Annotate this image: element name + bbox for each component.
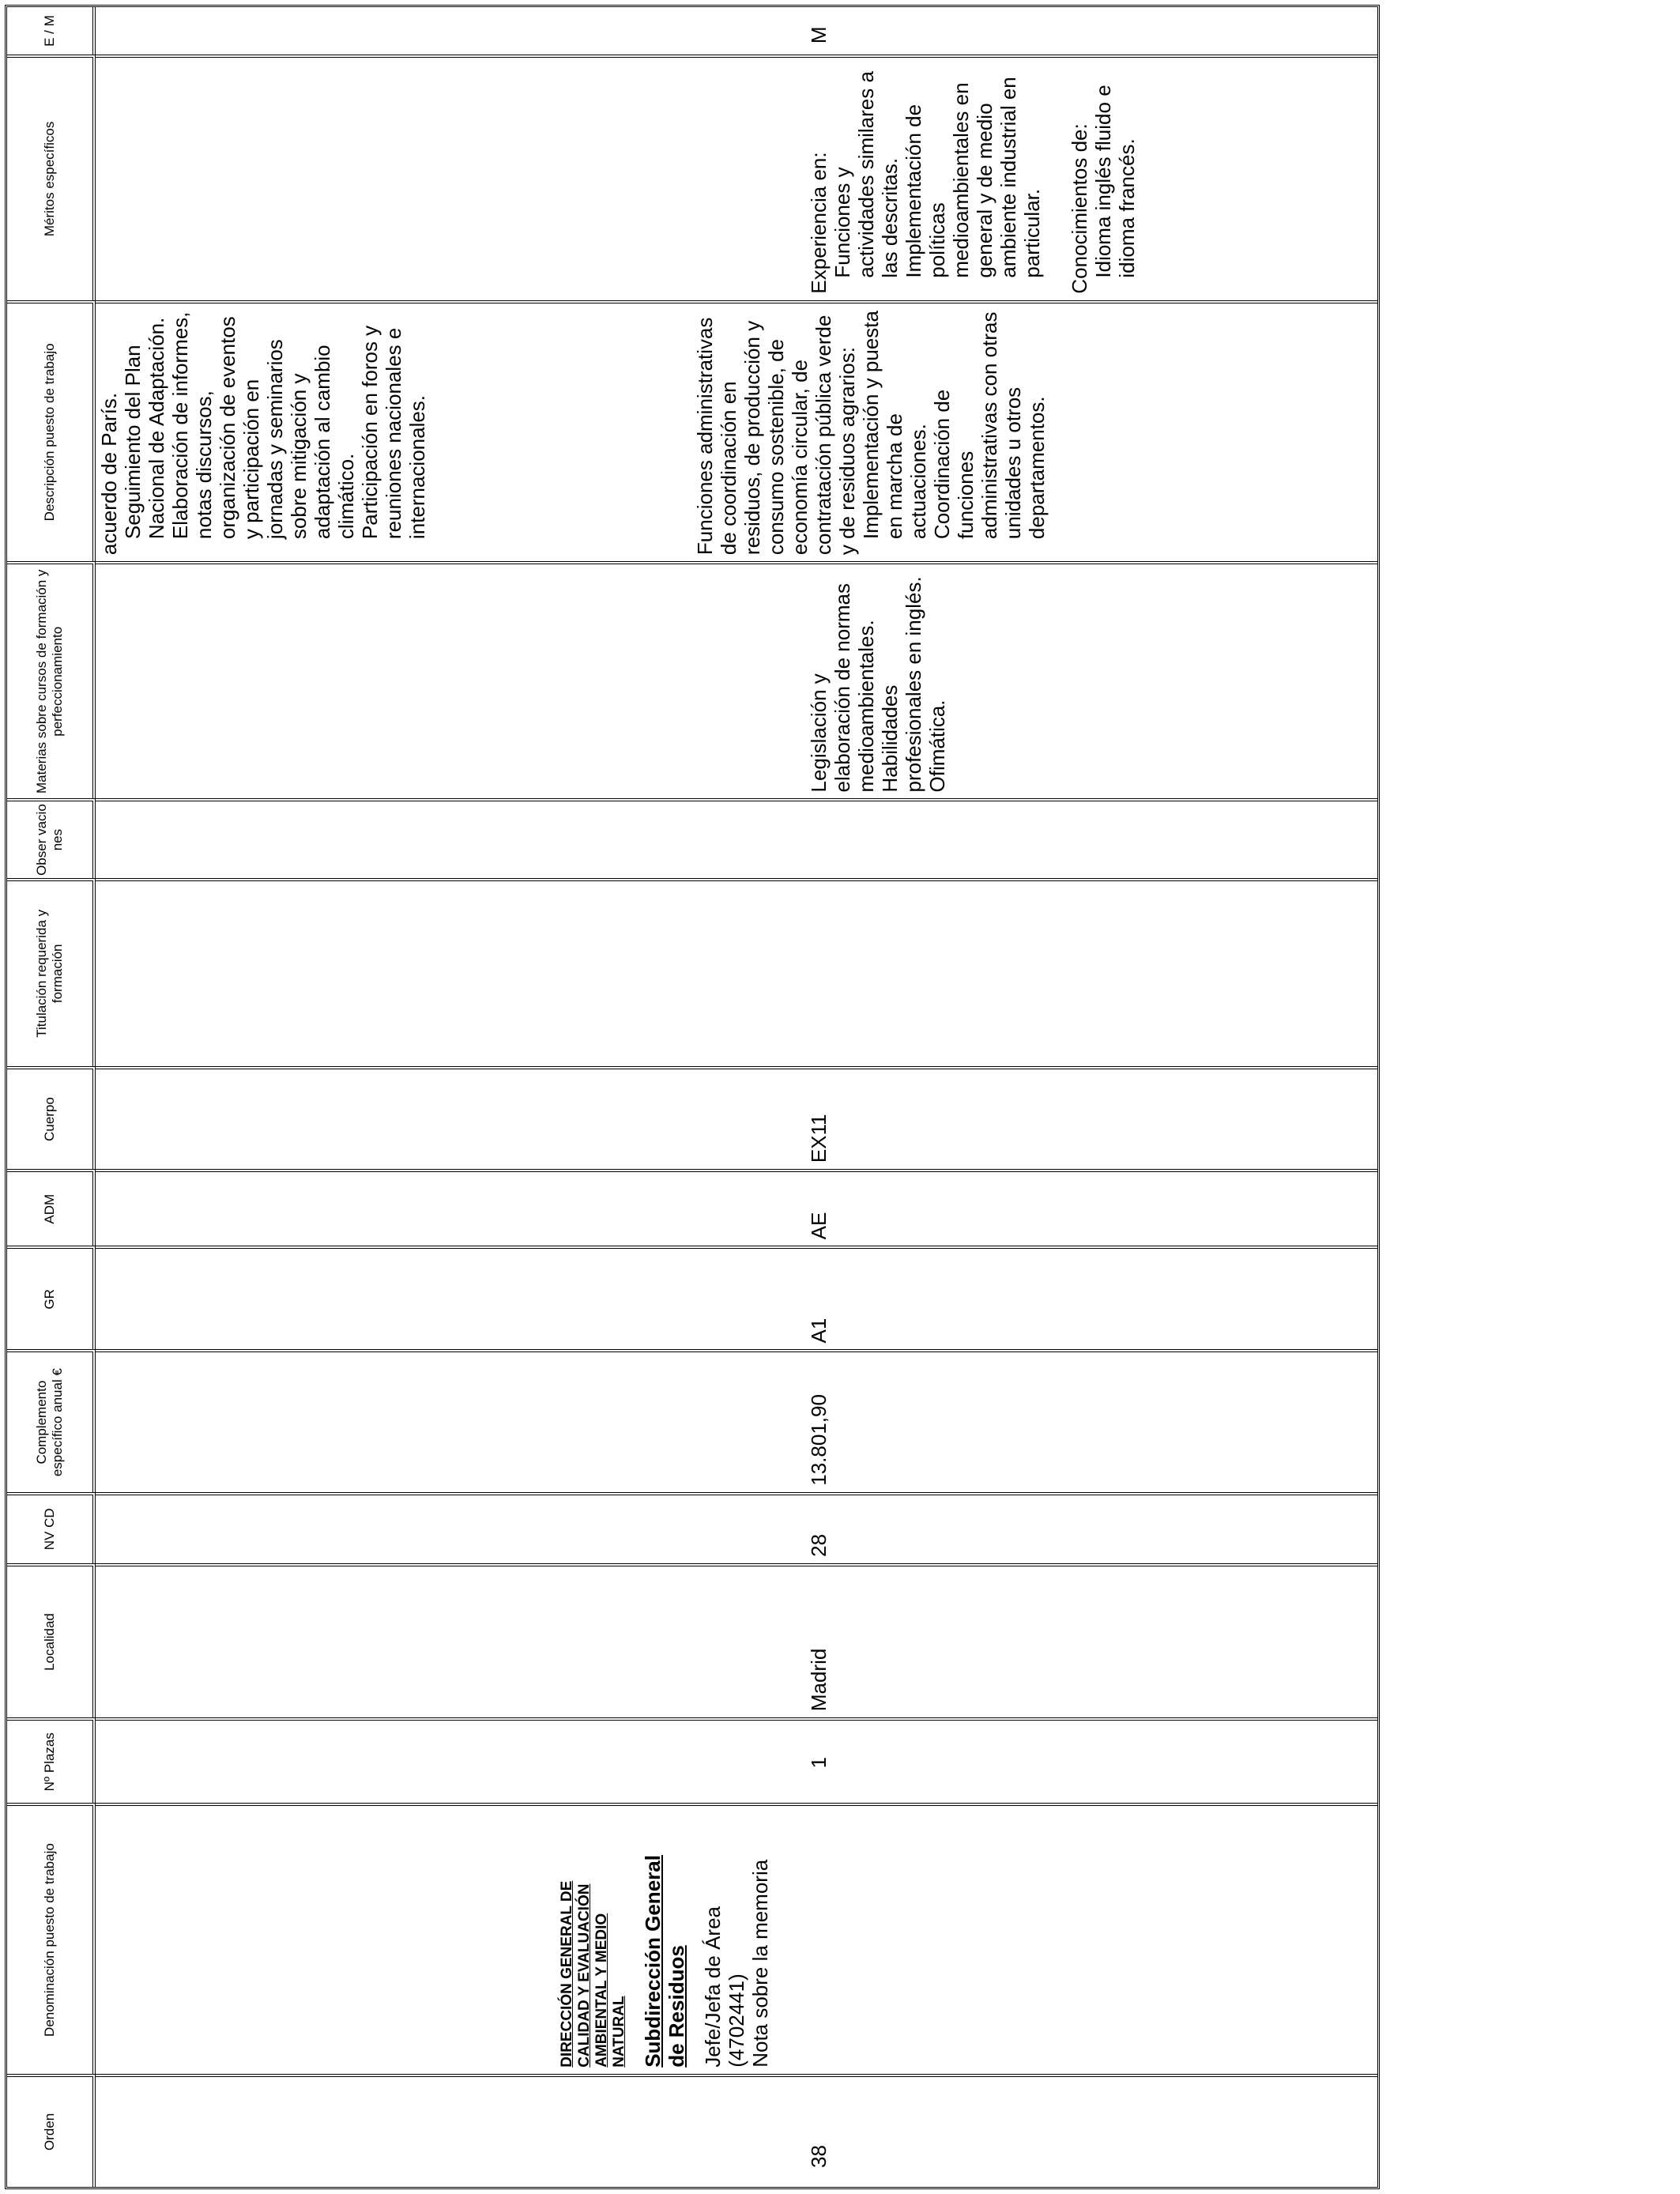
header-titulacion: Titulación requerida y formación — [7, 878, 96, 1066]
header-localidad: Localidad — [7, 1563, 96, 1717]
header-nv-cd: NV CD — [7, 1492, 96, 1563]
descripcion-cont-item: Seguimiento del Plan Nacional de Adaptación. — [121, 317, 168, 540]
section-subdireccion: Subdirección General de Residuos — [641, 1855, 688, 2068]
meritos-experiencia-item: Implementación de políticas medioambientales en general y de medio ambiente industrial en particular. — [902, 77, 1044, 278]
localidad-value: Madrid — [807, 1648, 831, 1712]
header-complemento: Complemento específico anual € — [7, 1350, 96, 1492]
complemento-value: 13.801,90 — [807, 1394, 831, 1486]
header-efm: E / M — [7, 7, 96, 55]
adm-value: AE — [807, 1212, 831, 1240]
header-denominacion: Denominación puesto de trabajo — [7, 1803, 96, 2073]
header-gr: GR — [7, 1246, 96, 1349]
header-cuerpo: Cuerpo — [7, 1066, 96, 1169]
plazas-value: 1 — [807, 1756, 831, 1769]
cell-gr — [96, 1246, 1377, 1349]
materias-item: Legislación y elaboración de normas medioambientales. — [807, 583, 878, 793]
denominacion-value: Jefe/Jefa de Área (4702441) — [701, 1906, 748, 2068]
descripcion-cont-item: Participación en foros y reuniones nacionales e internacionales. — [358, 325, 429, 540]
cell-titulacion — [96, 878, 1377, 1066]
meritos-conocimientos-item: Idioma inglés fluido e idioma francés. — [1091, 85, 1139, 278]
section-direccion: DIRECCIÓN GENERAL DE CALIDAD Y EVALUACIÓN AMBIENTAL Y MEDIO NATURAL — [559, 1880, 627, 2068]
cell-plazas — [96, 1717, 1377, 1803]
descripcion-item: Coordinación de funciones administrativas con otras unidades u otros departamentos. — [930, 311, 1049, 540]
header-descripcion: Descripción puesto de trabajo — [7, 300, 96, 561]
table-row — [96, 7, 1377, 2187]
nv-cd-value: 28 — [807, 1533, 831, 1557]
materias-item: Ofimática. — [925, 699, 949, 793]
descripcion-cont-item: Elaboración de informes, notas discursos, organización de eventos y participación en jornadas y seminarios sobre mitigación y adaptación al cambio climático. — [168, 311, 358, 540]
cell-observaciones — [96, 799, 1377, 878]
meritos-conocimientos-label: Conocimientos de: — [1068, 123, 1091, 294]
meritos-experiencia-label: Experiencia en: — [807, 152, 831, 294]
positions-table — [5, 5, 1380, 2189]
header-adm: ADM — [7, 1169, 96, 1246]
gr-value: A1 — [807, 1318, 831, 1344]
cuerpo-value: EX11 — [807, 1114, 831, 1163]
memoria-note-link[interactable]: Nota sobre la memoria — [748, 1859, 772, 2068]
cell-meritos — [96, 55, 1377, 300]
meritos-experiencia-item: Funciones y actividades similares a las descritas. — [831, 71, 902, 278]
cell-complemento — [96, 1350, 1377, 1492]
header-plazas: Nº Plazas — [7, 1717, 96, 1803]
efm-value: M — [807, 26, 831, 44]
orden-value: 38 — [807, 2145, 831, 2168]
descripcion-item: Funciones administrativas de coordinación en residuos, de producción y consumo sostenible, de economía circular, de contratación pública verde y de residuos agrarios: — [693, 315, 859, 556]
cell-descripcion — [96, 300, 1377, 561]
cell-adm — [96, 1169, 1377, 1246]
header-observaciones: Obser vacio nes — [7, 799, 96, 878]
cell-cuerpo — [96, 1066, 1377, 1169]
cell-localidad — [96, 1563, 1377, 1717]
descripcion-cont-item: acuerdo de París. — [97, 392, 121, 556]
header-row — [7, 7, 96, 2187]
materias-item: Habilidades profesionales en inglés. — [878, 576, 925, 793]
header-materias: Materias sobre cursos de formación y perfeccionamiento — [7, 561, 96, 798]
header-orden: Orden — [7, 2074, 96, 2187]
header-meritos: Méritos específicos — [7, 55, 96, 300]
descripcion-item: Implementación y puesta en marcha de actuaciones. — [859, 311, 930, 540]
cell-nv-cd — [96, 1492, 1377, 1563]
cell-denominacion — [96, 1803, 1377, 2073]
cell-materias — [96, 561, 1377, 798]
cell-orden — [96, 2074, 1377, 2187]
cell-efm — [96, 7, 1377, 55]
